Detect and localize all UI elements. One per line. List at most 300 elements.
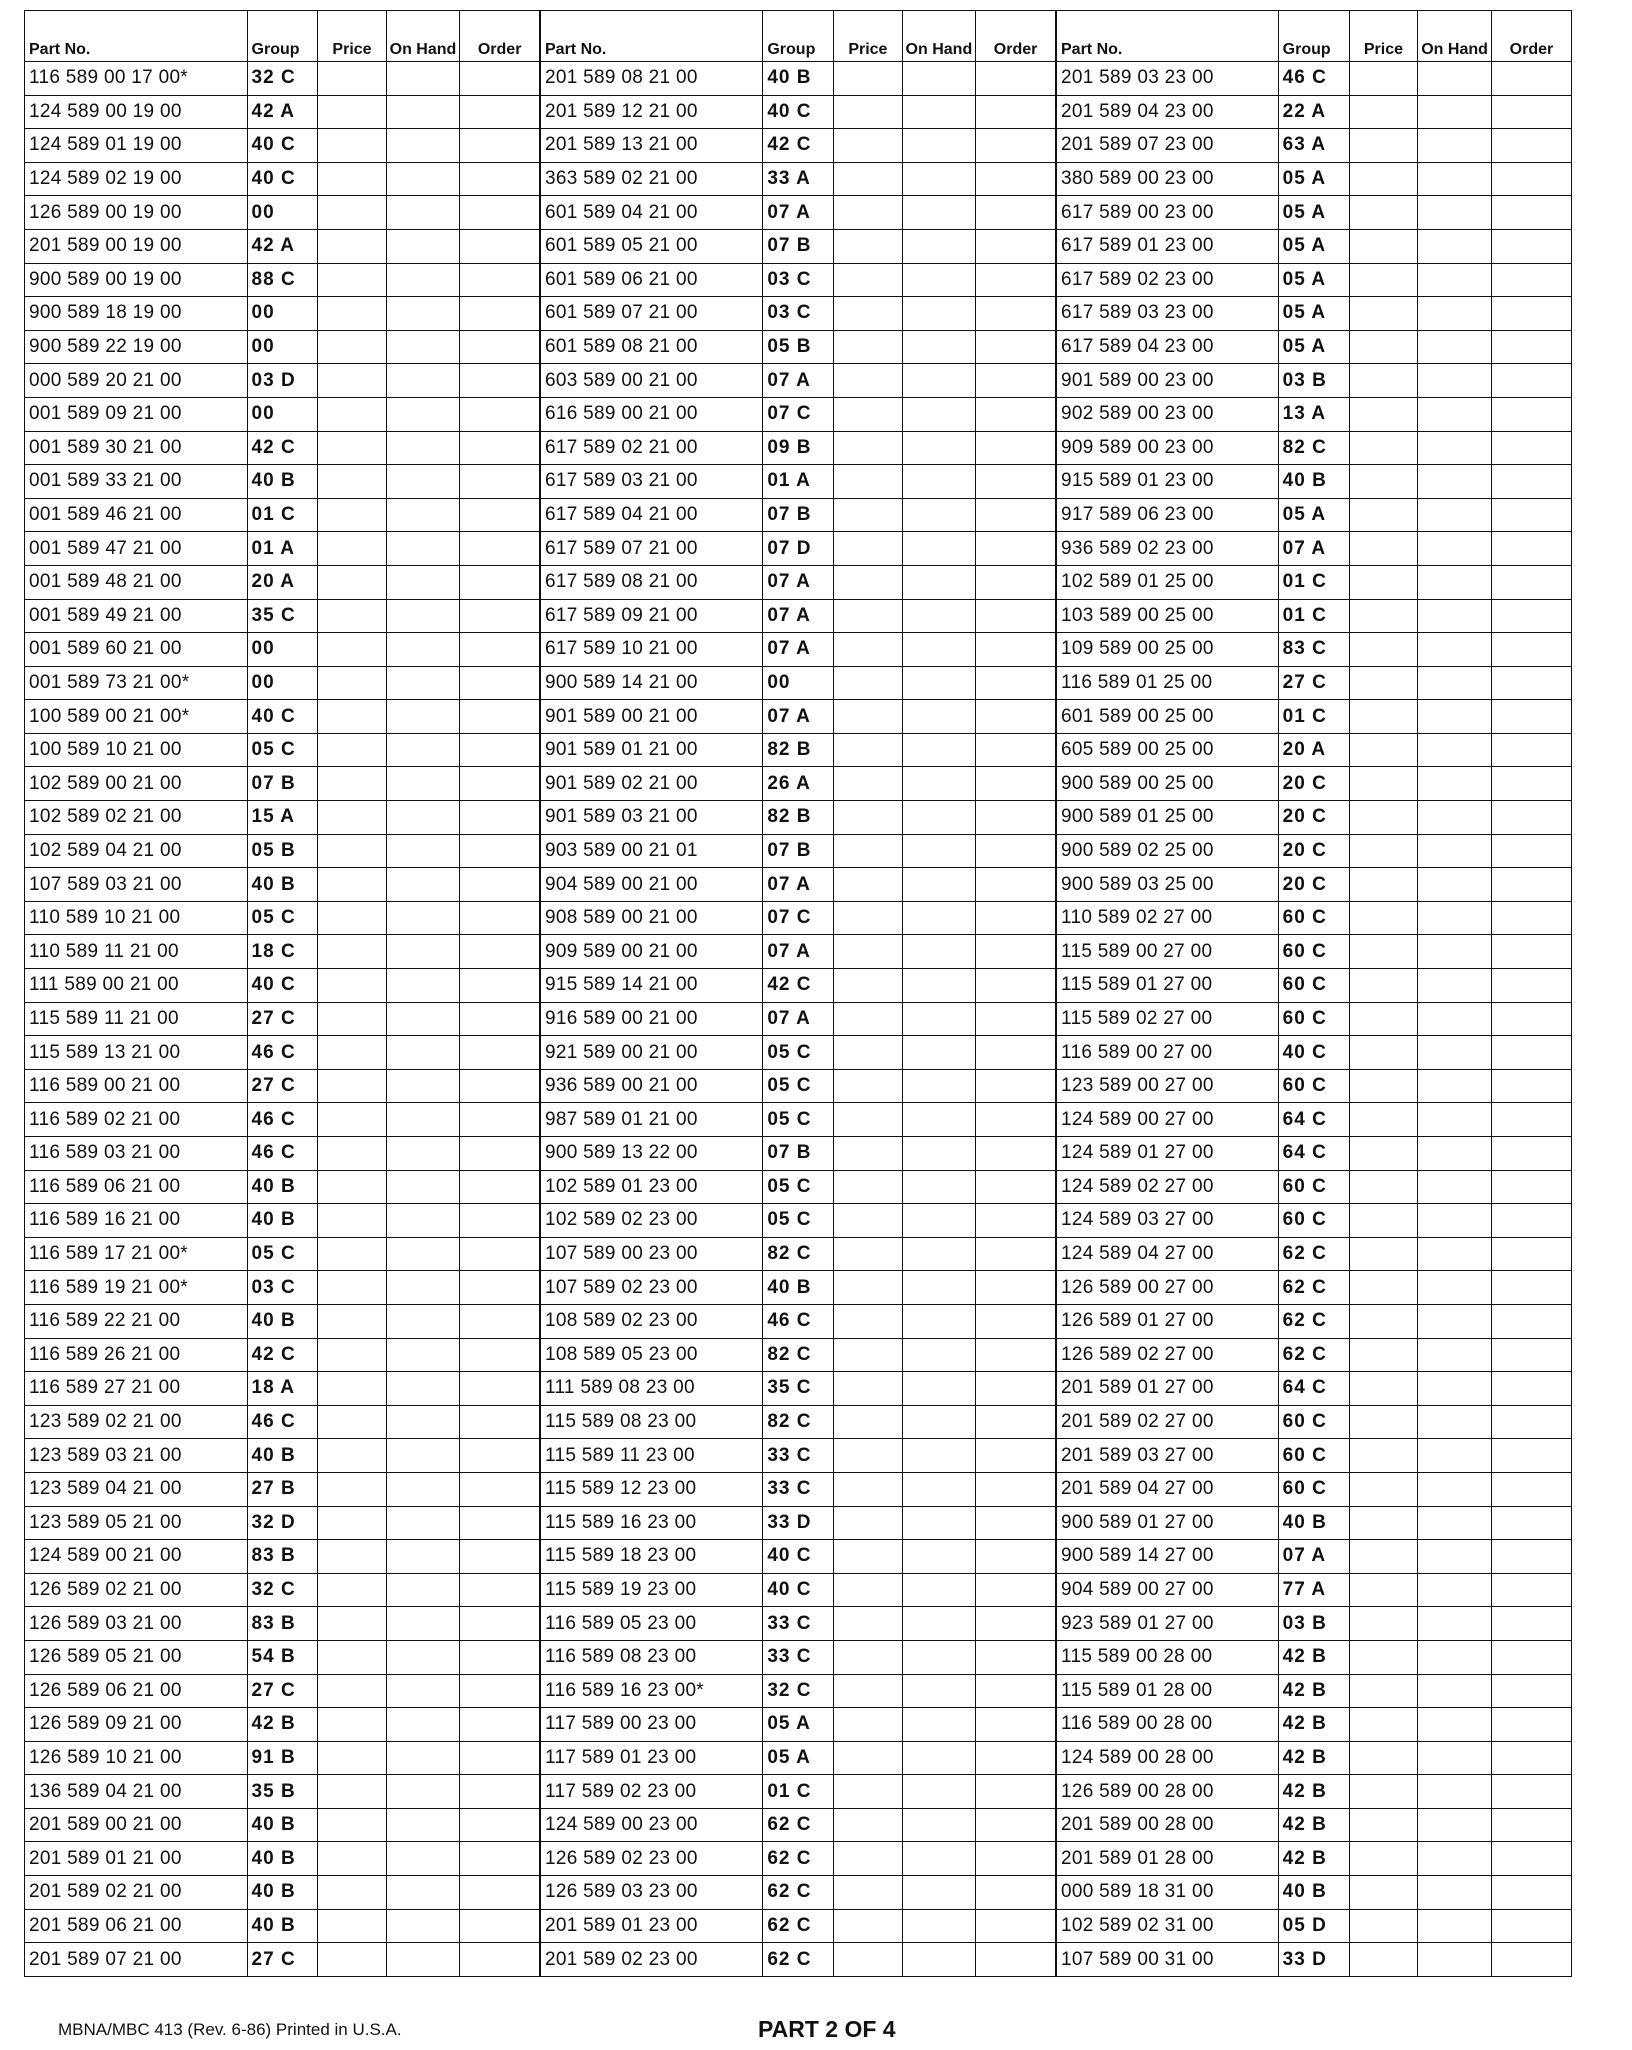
price-cell[interactable] [318, 1876, 386, 1910]
on-hand-cell[interactable] [386, 1607, 460, 1641]
price-cell[interactable] [1349, 330, 1418, 364]
on-hand-cell[interactable] [902, 95, 976, 129]
price-cell[interactable] [1349, 1170, 1418, 1204]
price-cell[interactable] [318, 801, 386, 835]
order-cell[interactable] [1491, 633, 1571, 667]
order-cell[interactable] [976, 1204, 1056, 1238]
on-hand-cell[interactable] [1418, 330, 1492, 364]
order-cell[interactable] [460, 1607, 540, 1641]
on-hand-cell[interactable] [386, 498, 460, 532]
on-hand-cell[interactable] [1418, 1137, 1492, 1171]
order-cell[interactable] [976, 263, 1056, 297]
price-cell[interactable] [1349, 1741, 1418, 1775]
order-cell[interactable] [1491, 1103, 1571, 1137]
order-cell[interactable] [976, 364, 1056, 398]
price-cell[interactable] [318, 1002, 386, 1036]
price-cell[interactable] [834, 1439, 902, 1473]
price-cell[interactable] [834, 1002, 902, 1036]
on-hand-cell[interactable] [1418, 1069, 1492, 1103]
on-hand-cell[interactable] [902, 969, 976, 1003]
order-cell[interactable] [976, 1002, 1056, 1036]
order-cell[interactable] [976, 532, 1056, 566]
price-cell[interactable] [318, 1708, 386, 1742]
price-cell[interactable] [318, 1237, 386, 1271]
on-hand-cell[interactable] [1418, 397, 1492, 431]
order-cell[interactable] [1491, 901, 1571, 935]
order-cell[interactable] [976, 129, 1056, 163]
on-hand-cell[interactable] [902, 263, 976, 297]
on-hand-cell[interactable] [386, 1808, 460, 1842]
order-cell[interactable] [976, 431, 1056, 465]
order-cell[interactable] [976, 834, 1056, 868]
order-cell[interactable] [1491, 95, 1571, 129]
price-cell[interactable] [318, 1304, 386, 1338]
on-hand-cell[interactable] [1418, 901, 1492, 935]
price-cell[interactable] [1349, 733, 1418, 767]
on-hand-cell[interactable] [902, 700, 976, 734]
order-cell[interactable] [460, 1405, 540, 1439]
on-hand-cell[interactable] [386, 834, 460, 868]
price-cell[interactable] [1349, 1304, 1418, 1338]
on-hand-cell[interactable] [1418, 834, 1492, 868]
on-hand-cell[interactable] [902, 1204, 976, 1238]
order-cell[interactable] [460, 1237, 540, 1271]
price-cell[interactable] [834, 935, 902, 969]
price-cell[interactable] [834, 565, 902, 599]
on-hand-cell[interactable] [386, 666, 460, 700]
price-cell[interactable] [834, 633, 902, 667]
order-cell[interactable] [1491, 330, 1571, 364]
order-cell[interactable] [976, 62, 1056, 96]
on-hand-cell[interactable] [386, 1943, 460, 1977]
order-cell[interactable] [976, 633, 1056, 667]
on-hand-cell[interactable] [902, 229, 976, 263]
order-cell[interactable] [460, 1137, 540, 1171]
on-hand-cell[interactable] [1418, 229, 1492, 263]
order-cell[interactable] [460, 1372, 540, 1406]
order-cell[interactable] [1491, 1909, 1571, 1943]
on-hand-cell[interactable] [386, 935, 460, 969]
order-cell[interactable] [976, 397, 1056, 431]
on-hand-cell[interactable] [1418, 95, 1492, 129]
on-hand-cell[interactable] [386, 229, 460, 263]
on-hand-cell[interactable] [902, 599, 976, 633]
price-cell[interactable] [1349, 1842, 1418, 1876]
price-cell[interactable] [318, 1909, 386, 1943]
price-cell[interactable] [1349, 767, 1418, 801]
order-cell[interactable] [1491, 834, 1571, 868]
order-cell[interactable] [976, 1338, 1056, 1372]
order-cell[interactable] [460, 1573, 540, 1607]
on-hand-cell[interactable] [902, 565, 976, 599]
on-hand-cell[interactable] [1418, 767, 1492, 801]
order-cell[interactable] [460, 1439, 540, 1473]
price-cell[interactable] [318, 700, 386, 734]
price-cell[interactable] [1349, 599, 1418, 633]
on-hand-cell[interactable] [1418, 599, 1492, 633]
order-cell[interactable] [460, 1002, 540, 1036]
order-cell[interactable] [976, 565, 1056, 599]
price-cell[interactable] [318, 1472, 386, 1506]
order-cell[interactable] [460, 935, 540, 969]
order-cell[interactable] [976, 465, 1056, 499]
price-cell[interactable] [834, 1304, 902, 1338]
price-cell[interactable] [318, 297, 386, 331]
price-cell[interactable] [1349, 901, 1418, 935]
price-cell[interactable] [1349, 1002, 1418, 1036]
price-cell[interactable] [1349, 397, 1418, 431]
on-hand-cell[interactable] [1418, 1170, 1492, 1204]
on-hand-cell[interactable] [1418, 565, 1492, 599]
on-hand-cell[interactable] [1418, 297, 1492, 331]
order-cell[interactable] [1491, 1708, 1571, 1742]
order-cell[interactable] [460, 1204, 540, 1238]
on-hand-cell[interactable] [386, 62, 460, 96]
price-cell[interactable] [1349, 834, 1418, 868]
price-cell[interactable] [1349, 465, 1418, 499]
on-hand-cell[interactable] [1418, 1876, 1492, 1910]
price-cell[interactable] [318, 1439, 386, 1473]
price-cell[interactable] [318, 1808, 386, 1842]
on-hand-cell[interactable] [386, 431, 460, 465]
on-hand-cell[interactable] [902, 666, 976, 700]
order-cell[interactable] [976, 733, 1056, 767]
on-hand-cell[interactable] [386, 1338, 460, 1372]
on-hand-cell[interactable] [386, 868, 460, 902]
price-cell[interactable] [834, 397, 902, 431]
on-hand-cell[interactable] [902, 1909, 976, 1943]
price-cell[interactable] [1349, 1506, 1418, 1540]
on-hand-cell[interactable] [386, 1741, 460, 1775]
order-cell[interactable] [1491, 397, 1571, 431]
order-cell[interactable] [1491, 1002, 1571, 1036]
order-cell[interactable] [1491, 700, 1571, 734]
order-cell[interactable] [1491, 62, 1571, 96]
order-cell[interactable] [460, 599, 540, 633]
price-cell[interactable] [1349, 431, 1418, 465]
price-cell[interactable] [1349, 1775, 1418, 1809]
order-cell[interactable] [1491, 1808, 1571, 1842]
on-hand-cell[interactable] [1418, 633, 1492, 667]
on-hand-cell[interactable] [1418, 1943, 1492, 1977]
order-cell[interactable] [1491, 1775, 1571, 1809]
order-cell[interactable] [1491, 599, 1571, 633]
price-cell[interactable] [1349, 263, 1418, 297]
on-hand-cell[interactable] [902, 1607, 976, 1641]
price-cell[interactable] [318, 633, 386, 667]
price-cell[interactable] [318, 364, 386, 398]
on-hand-cell[interactable] [386, 532, 460, 566]
order-cell[interactable] [976, 1607, 1056, 1641]
price-cell[interactable] [834, 1372, 902, 1406]
price-cell[interactable] [318, 868, 386, 902]
order-cell[interactable] [1491, 935, 1571, 969]
order-cell[interactable] [1491, 767, 1571, 801]
price-cell[interactable] [318, 969, 386, 1003]
order-cell[interactable] [460, 1775, 540, 1809]
order-cell[interactable] [460, 1036, 540, 1070]
on-hand-cell[interactable] [386, 397, 460, 431]
on-hand-cell[interactable] [902, 801, 976, 835]
order-cell[interactable] [460, 498, 540, 532]
on-hand-cell[interactable] [1418, 1036, 1492, 1070]
price-cell[interactable] [1349, 229, 1418, 263]
order-cell[interactable] [460, 1943, 540, 1977]
price-cell[interactable] [1349, 532, 1418, 566]
price-cell[interactable] [318, 62, 386, 96]
price-cell[interactable] [1349, 1573, 1418, 1607]
order-cell[interactable] [976, 1372, 1056, 1406]
price-cell[interactable] [318, 1640, 386, 1674]
price-cell[interactable] [834, 834, 902, 868]
price-cell[interactable] [318, 565, 386, 599]
on-hand-cell[interactable] [386, 733, 460, 767]
price-cell[interactable] [1349, 1137, 1418, 1171]
order-cell[interactable] [460, 196, 540, 230]
price-cell[interactable] [318, 767, 386, 801]
on-hand-cell[interactable] [1418, 162, 1492, 196]
price-cell[interactable] [1349, 565, 1418, 599]
on-hand-cell[interactable] [386, 95, 460, 129]
price-cell[interactable] [834, 1540, 902, 1574]
price-cell[interactable] [834, 599, 902, 633]
on-hand-cell[interactable] [386, 1775, 460, 1809]
order-cell[interactable] [460, 733, 540, 767]
price-cell[interactable] [834, 465, 902, 499]
price-cell[interactable] [1349, 1204, 1418, 1238]
order-cell[interactable] [1491, 1204, 1571, 1238]
on-hand-cell[interactable] [1418, 1002, 1492, 1036]
on-hand-cell[interactable] [1418, 263, 1492, 297]
on-hand-cell[interactable] [386, 297, 460, 331]
price-cell[interactable] [318, 1943, 386, 1977]
on-hand-cell[interactable] [386, 1271, 460, 1305]
order-cell[interactable] [460, 666, 540, 700]
price-cell[interactable] [834, 1607, 902, 1641]
on-hand-cell[interactable] [386, 969, 460, 1003]
on-hand-cell[interactable] [386, 767, 460, 801]
on-hand-cell[interactable] [902, 1472, 976, 1506]
on-hand-cell[interactable] [386, 1506, 460, 1540]
order-cell[interactable] [460, 1304, 540, 1338]
on-hand-cell[interactable] [386, 1540, 460, 1574]
on-hand-cell[interactable] [1418, 498, 1492, 532]
price-cell[interactable] [318, 599, 386, 633]
order-cell[interactable] [460, 1708, 540, 1742]
order-cell[interactable] [1491, 1372, 1571, 1406]
order-cell[interactable] [976, 1036, 1056, 1070]
price-cell[interactable] [834, 1271, 902, 1305]
price-cell[interactable] [1349, 1036, 1418, 1070]
order-cell[interactable] [976, 1506, 1056, 1540]
on-hand-cell[interactable] [386, 1909, 460, 1943]
price-cell[interactable] [834, 1842, 902, 1876]
on-hand-cell[interactable] [902, 330, 976, 364]
order-cell[interactable] [1491, 431, 1571, 465]
price-cell[interactable] [834, 1943, 902, 1977]
order-cell[interactable] [460, 901, 540, 935]
on-hand-cell[interactable] [1418, 1237, 1492, 1271]
on-hand-cell[interactable] [386, 1876, 460, 1910]
price-cell[interactable] [834, 767, 902, 801]
price-cell[interactable] [1349, 969, 1418, 1003]
on-hand-cell[interactable] [386, 1304, 460, 1338]
price-cell[interactable] [834, 1573, 902, 1607]
order-cell[interactable] [460, 62, 540, 96]
price-cell[interactable] [318, 532, 386, 566]
on-hand-cell[interactable] [902, 935, 976, 969]
order-cell[interactable] [460, 633, 540, 667]
price-cell[interactable] [318, 935, 386, 969]
price-cell[interactable] [318, 1741, 386, 1775]
order-cell[interactable] [460, 263, 540, 297]
order-cell[interactable] [976, 1775, 1056, 1809]
on-hand-cell[interactable] [902, 532, 976, 566]
price-cell[interactable] [1349, 162, 1418, 196]
on-hand-cell[interactable] [902, 834, 976, 868]
price-cell[interactable] [318, 1137, 386, 1171]
order-cell[interactable] [1491, 1304, 1571, 1338]
price-cell[interactable] [834, 498, 902, 532]
order-cell[interactable] [976, 162, 1056, 196]
on-hand-cell[interactable] [902, 1304, 976, 1338]
on-hand-cell[interactable] [902, 397, 976, 431]
order-cell[interactable] [976, 1237, 1056, 1271]
order-cell[interactable] [1491, 1540, 1571, 1574]
price-cell[interactable] [834, 1775, 902, 1809]
order-cell[interactable] [1491, 1472, 1571, 1506]
order-cell[interactable] [976, 666, 1056, 700]
order-cell[interactable] [1491, 196, 1571, 230]
order-cell[interactable] [1491, 1036, 1571, 1070]
price-cell[interactable] [318, 229, 386, 263]
on-hand-cell[interactable] [902, 1741, 976, 1775]
order-cell[interactable] [1491, 162, 1571, 196]
on-hand-cell[interactable] [1418, 1540, 1492, 1574]
on-hand-cell[interactable] [902, 767, 976, 801]
on-hand-cell[interactable] [902, 1338, 976, 1372]
order-cell[interactable] [460, 1103, 540, 1137]
on-hand-cell[interactable] [1418, 1607, 1492, 1641]
order-cell[interactable] [460, 297, 540, 331]
order-cell[interactable] [1491, 969, 1571, 1003]
order-cell[interactable] [976, 1909, 1056, 1943]
price-cell[interactable] [834, 1405, 902, 1439]
on-hand-cell[interactable] [386, 1842, 460, 1876]
on-hand-cell[interactable] [1418, 532, 1492, 566]
order-cell[interactable] [460, 129, 540, 163]
order-cell[interactable] [1491, 1405, 1571, 1439]
on-hand-cell[interactable] [1418, 1472, 1492, 1506]
price-cell[interactable] [1349, 1439, 1418, 1473]
price-cell[interactable] [1349, 1069, 1418, 1103]
price-cell[interactable] [834, 229, 902, 263]
price-cell[interactable] [318, 1170, 386, 1204]
on-hand-cell[interactable] [902, 465, 976, 499]
price-cell[interactable] [834, 1472, 902, 1506]
order-cell[interactable] [976, 901, 1056, 935]
order-cell[interactable] [976, 229, 1056, 263]
price-cell[interactable] [834, 969, 902, 1003]
price-cell[interactable] [834, 431, 902, 465]
price-cell[interactable] [318, 1775, 386, 1809]
order-cell[interactable] [460, 700, 540, 734]
on-hand-cell[interactable] [386, 1137, 460, 1171]
on-hand-cell[interactable] [386, 700, 460, 734]
price-cell[interactable] [318, 1540, 386, 1574]
on-hand-cell[interactable] [1418, 700, 1492, 734]
order-cell[interactable] [976, 935, 1056, 969]
order-cell[interactable] [1491, 1573, 1571, 1607]
order-cell[interactable] [976, 1137, 1056, 1171]
on-hand-cell[interactable] [1418, 1775, 1492, 1809]
on-hand-cell[interactable] [902, 1036, 976, 1070]
on-hand-cell[interactable] [902, 1842, 976, 1876]
order-cell[interactable] [976, 1472, 1056, 1506]
price-cell[interactable] [834, 1137, 902, 1171]
order-cell[interactable] [976, 1103, 1056, 1137]
on-hand-cell[interactable] [1418, 1808, 1492, 1842]
order-cell[interactable] [460, 868, 540, 902]
on-hand-cell[interactable] [902, 364, 976, 398]
on-hand-cell[interactable] [1418, 1674, 1492, 1708]
price-cell[interactable] [318, 196, 386, 230]
on-hand-cell[interactable] [1418, 1640, 1492, 1674]
on-hand-cell[interactable] [1418, 1338, 1492, 1372]
order-cell[interactable] [976, 1304, 1056, 1338]
on-hand-cell[interactable] [386, 1708, 460, 1742]
order-cell[interactable] [460, 767, 540, 801]
order-cell[interactable] [1491, 1506, 1571, 1540]
order-cell[interactable] [1491, 364, 1571, 398]
on-hand-cell[interactable] [902, 633, 976, 667]
price-cell[interactable] [318, 129, 386, 163]
on-hand-cell[interactable] [902, 1170, 976, 1204]
on-hand-cell[interactable] [1418, 1405, 1492, 1439]
order-cell[interactable] [460, 465, 540, 499]
order-cell[interactable] [460, 1909, 540, 1943]
on-hand-cell[interactable] [902, 431, 976, 465]
order-cell[interactable] [976, 599, 1056, 633]
on-hand-cell[interactable] [386, 263, 460, 297]
price-cell[interactable] [318, 431, 386, 465]
price-cell[interactable] [1349, 700, 1418, 734]
price-cell[interactable] [834, 1808, 902, 1842]
price-cell[interactable] [1349, 666, 1418, 700]
order-cell[interactable] [1491, 1271, 1571, 1305]
order-cell[interactable] [1491, 801, 1571, 835]
price-cell[interactable] [318, 834, 386, 868]
on-hand-cell[interactable] [902, 1573, 976, 1607]
price-cell[interactable] [834, 1674, 902, 1708]
order-cell[interactable] [976, 95, 1056, 129]
on-hand-cell[interactable] [902, 1405, 976, 1439]
order-cell[interactable] [1491, 297, 1571, 331]
price-cell[interactable] [318, 1674, 386, 1708]
price-cell[interactable] [318, 1506, 386, 1540]
order-cell[interactable] [460, 229, 540, 263]
price-cell[interactable] [1349, 1876, 1418, 1910]
on-hand-cell[interactable] [386, 1002, 460, 1036]
on-hand-cell[interactable] [386, 129, 460, 163]
order-cell[interactable] [460, 431, 540, 465]
order-cell[interactable] [976, 1741, 1056, 1775]
order-cell[interactable] [460, 1170, 540, 1204]
price-cell[interactable] [1349, 1338, 1418, 1372]
on-hand-cell[interactable] [1418, 431, 1492, 465]
price-cell[interactable] [834, 868, 902, 902]
order-cell[interactable] [976, 1540, 1056, 1574]
